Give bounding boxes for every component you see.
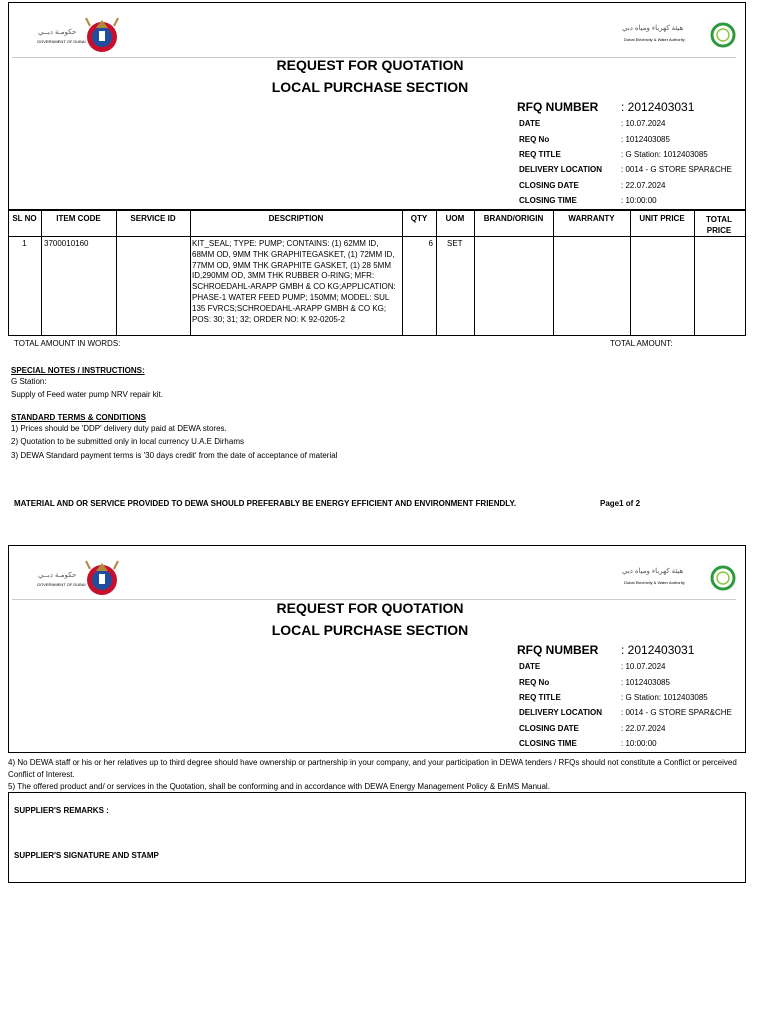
dewa-ring-icon bbox=[709, 564, 737, 592]
col-header-warranty: WARRANTY bbox=[568, 214, 615, 223]
date-label: DATE bbox=[519, 662, 541, 671]
delivery-location-value: : 0014 - G STORE SPAR&CHE bbox=[621, 165, 732, 174]
col-header-unit-price: UNIT PRICE bbox=[639, 214, 685, 223]
page-title: REQUEST FOR QUOTATION bbox=[276, 57, 464, 73]
closing-time-value: : 10:00:00 bbox=[621, 196, 657, 205]
total-amount-in-words-label: TOTAL AMOUNT IN WORDS: bbox=[14, 339, 121, 348]
req-no-value: : 1012403085 bbox=[621, 135, 670, 144]
closing-time-value: : 10:00:00 bbox=[621, 739, 657, 748]
page-title: REQUEST FOR QUOTATION bbox=[276, 600, 464, 616]
total-amount-label: TOTAL AMOUNT: bbox=[610, 339, 673, 348]
req-title-value: : G Station: 1012403085 bbox=[621, 150, 708, 159]
row-sl-no: 1 bbox=[22, 239, 27, 248]
supplier-signature-label: SUPPLIER'S SIGNATURE AND STAMP bbox=[14, 851, 159, 860]
col-divider bbox=[116, 210, 117, 336]
special-notes-heading: SPECIAL NOTES / INSTRUCTIONS: bbox=[11, 366, 145, 375]
delivery-location-label: DELIVERY LOCATION bbox=[519, 165, 602, 174]
special-notes-line: Supply of Feed water pump NRV repair kit. bbox=[11, 390, 163, 399]
standard-terms-heading: STANDARD TERMS & CONDITIONS bbox=[11, 413, 146, 422]
col-header-qty: QTY bbox=[410, 214, 428, 223]
col-divider bbox=[190, 210, 191, 336]
page-subtitle: LOCAL PURCHASE SECTION bbox=[271, 622, 469, 638]
supplier-remarks-box bbox=[8, 792, 746, 883]
req-title-label: REQ TITLE bbox=[519, 150, 561, 159]
req-title-value: : G Station: 1012403085 bbox=[621, 693, 708, 702]
dewa-ring-icon bbox=[709, 21, 737, 49]
rfq-number-label: RFQ NUMBER bbox=[517, 643, 599, 657]
dewa-logo-english: Dubai Electricity & Water Authority bbox=[624, 37, 685, 42]
gov-logo-english: GOVERNMENT OF DUBAI bbox=[37, 39, 86, 44]
delivery-location-value: : 0014 - G STORE SPAR&CHE bbox=[621, 708, 732, 717]
closing-date-value: : 22.07.2024 bbox=[621, 181, 666, 190]
dewa-logo bbox=[620, 20, 738, 52]
date-value: : 10.07.2024 bbox=[621, 662, 666, 671]
term-item: 1) Prices should be 'DDP' delivery duty paid at DEWA stores. bbox=[11, 424, 227, 433]
col-divider bbox=[474, 210, 475, 336]
government-of-dubai-logo bbox=[36, 16, 126, 56]
government-of-dubai-logo bbox=[36, 559, 126, 599]
col-divider bbox=[630, 210, 631, 336]
col-divider bbox=[41, 210, 42, 336]
closing-date-value: : 22.07.2024 bbox=[621, 724, 666, 733]
gov-logo-arabic: حكومـة دبــي bbox=[38, 572, 77, 579]
req-title-label: REQ TITLE bbox=[519, 693, 561, 702]
table-header-rule bbox=[8, 236, 746, 237]
dubai-emblem-icon bbox=[36, 559, 126, 599]
gov-logo-english: GOVERNMENT OF DUBAI bbox=[37, 582, 86, 587]
col-header-uom: UOM bbox=[445, 214, 465, 223]
dewa-logo-english: Dubai Electricity & Water Authority bbox=[624, 580, 685, 585]
date-label: DATE bbox=[519, 119, 541, 128]
closing-time-label: CLOSING TIME bbox=[519, 196, 577, 205]
energy-efficiency-note: MATERIAL AND OR SERVICE PROVIDED TO DEWA SHOULD PREFERABLY BE ENERGY EFFICIENT AND ENVIRONMENT FRIENDLY. bbox=[14, 499, 517, 508]
col-header-item-code: ITEM CODE bbox=[56, 214, 101, 223]
special-notes-line: G Station: bbox=[11, 377, 47, 386]
col-divider bbox=[694, 210, 695, 336]
page-subtitle: LOCAL PURCHASE SECTION bbox=[271, 79, 469, 95]
supplier-remarks-label: SUPPLIER'S REMARKS : bbox=[14, 806, 109, 815]
dewa-logo-arabic: هيئة كهرباء ومياه دبي bbox=[622, 568, 684, 575]
rfq-number-label: RFQ NUMBER bbox=[517, 100, 599, 114]
row-description: KIT_SEAL; TYPE: PUMP; CONTAINS: (1) 62MM ID, 68MM OD, 9MM THK GRAPHITEGASKET, (1) 72MM ID, 77MM OD, 9MM THK GRAPHITE GASKET, (1) 28 5MM ID,290MM OD, 3MM THK RUBBER O-RING; MFR: SCHROEDAHL-ARAPP GMBH & CO KG;APPLICATION: PHASE-1 WATER FEED PUMP; 150MM; MODEL: SUL 135 FVRCS;SCHROEDAHL-ARAPP GMBH & CO KG; POS: 30; 31; 32; ORDER NO: K 92-0205-2 bbox=[192, 239, 396, 324]
row-uom: SET bbox=[447, 239, 463, 248]
col-divider bbox=[436, 210, 437, 336]
row-qty: 6 bbox=[428, 239, 433, 248]
dubai-emblem-icon bbox=[36, 16, 126, 56]
closing-time-label: CLOSING TIME bbox=[519, 739, 577, 748]
page-number: Page1 of 2 bbox=[600, 499, 641, 508]
dewa-logo bbox=[620, 563, 738, 595]
date-value: : 10.07.2024 bbox=[621, 119, 666, 128]
col-header-service-id: SERVICE ID bbox=[130, 214, 176, 223]
col-divider bbox=[402, 210, 403, 336]
dewa-logo-arabic: هيئة كهرباء ومياه دبي bbox=[622, 25, 684, 32]
col-header-brand-origin: BRAND/ORIGIN bbox=[483, 214, 544, 223]
term-item-energy-policy: 5) The offered product and/ or services in the Quotation, shall be conforming and in accordance with DEWA Energy Management Policy & EnMS Manual. bbox=[8, 782, 550, 791]
term-item: 2) Quotation to be submitted only in local currency U.A.E Dirhams bbox=[11, 437, 244, 446]
req-no-label: REQ No bbox=[519, 135, 550, 144]
closing-date-label: CLOSING DATE bbox=[519, 724, 579, 733]
gov-logo-arabic: حكومـة دبــي bbox=[38, 29, 77, 36]
term-item-conflict-of-interest: 4) No DEWA staff or his or her relatives up to third degree should have ownership or partnership in your company, and your participation in DEWA tenders / RFQs should not constitute a Conflict or perceived Conflict of Interest. bbox=[8, 758, 737, 779]
col-divider bbox=[553, 210, 554, 336]
col-header-description: DESCRIPTION bbox=[268, 214, 324, 223]
col-header-total-price: TOTAL PRICE bbox=[706, 215, 732, 235]
delivery-location-label: DELIVERY LOCATION bbox=[519, 708, 602, 717]
col-header-sl-no: SL NO bbox=[12, 214, 37, 223]
req-no-label: REQ No bbox=[519, 678, 550, 687]
rfq-number-value: : 2012403031 bbox=[621, 100, 695, 114]
req-no-value: : 1012403085 bbox=[621, 678, 670, 687]
row-item-code: 3700010160 bbox=[44, 239, 89, 248]
closing-date-label: CLOSING DATE bbox=[519, 181, 579, 190]
rfq-number-value: : 2012403031 bbox=[621, 643, 695, 657]
term-item: 3) DEWA Standard payment terms is '30 days credit' from the date of acceptance of material bbox=[11, 451, 338, 460]
